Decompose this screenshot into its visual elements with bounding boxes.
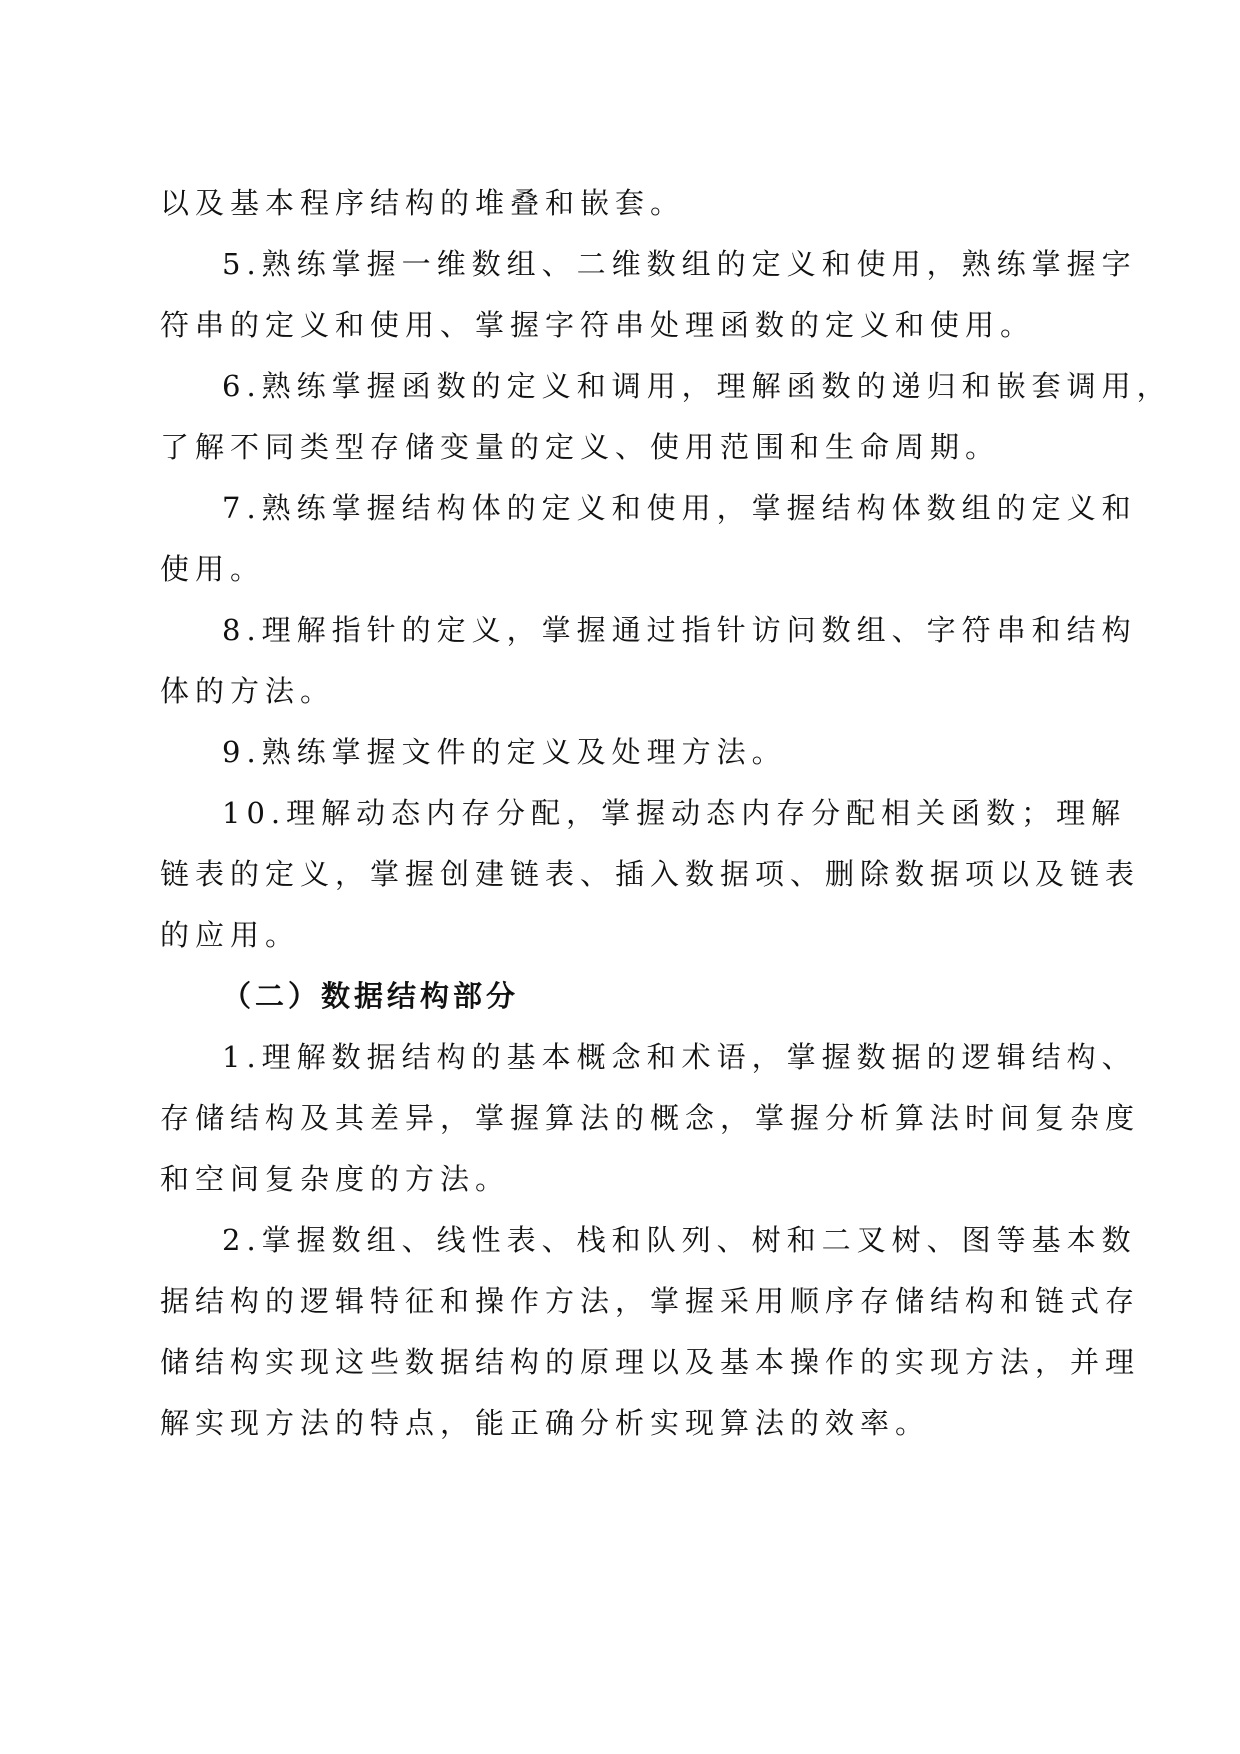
list-item-7: 7.熟练掌握结构体的定义和使用，掌握结构体数组的定义和 (222, 491, 1137, 525)
text-line: 解实现方法的特点，能正确分析实现算法的效率。 (160, 1406, 931, 1440)
text-line: 符串的定义和使用、掌握字符串处理函数的定义和使用。 (160, 308, 1036, 342)
text-line: 据结构的逻辑特征和操作方法，掌握采用顺序存储结构和链式存 (160, 1284, 1141, 1318)
list-item-9: 9.熟练掌握文件的定义及处理方法。 (222, 735, 787, 769)
list-item-5: 5.熟练掌握一维数组、二维数组的定义和使用，熟练掌握字 (222, 247, 1137, 281)
text-line: 链表的定义，掌握创建链表、插入数据项、删除数据项以及链表 (160, 857, 1141, 891)
list-item-6: 6.熟练掌握函数的定义和调用，理解函数的递归和嵌套调用， (222, 369, 1172, 403)
list-item-8: 8.理解指针的定义，掌握通过指针访问数组、字符串和结构 (222, 613, 1137, 647)
text-line: 和空间复杂度的方法。 (160, 1162, 511, 1196)
text-line: 储结构实现这些数据结构的原理以及基本操作的实现方法，并理 (160, 1345, 1141, 1379)
text-line: 了解不同类型存储变量的定义、使用范围和生命周期。 (160, 430, 1001, 464)
section-heading: （二）数据结构部分 (222, 979, 520, 1013)
text-line: 存储结构及其差异，掌握算法的概念，掌握分析算法时间复杂度 (160, 1101, 1141, 1135)
list-item-1: 1.理解数据结构的基本概念和术语，掌握数据的逻辑结构、 (222, 1040, 1137, 1074)
list-item-10: 10.理解动态内存分配，掌握动态内存分配相关函数；理解 (222, 796, 1127, 830)
text-line: 体的方法。 (160, 674, 336, 708)
text-line: 的应用。 (160, 918, 301, 952)
text-line: 以及基本程序结构的堆叠和嵌套。 (160, 186, 686, 220)
list-item-2: 2.掌握数组、线性表、栈和队列、树和二叉树、图等基本数 (222, 1223, 1137, 1257)
text-line: 使用。 (160, 552, 266, 586)
